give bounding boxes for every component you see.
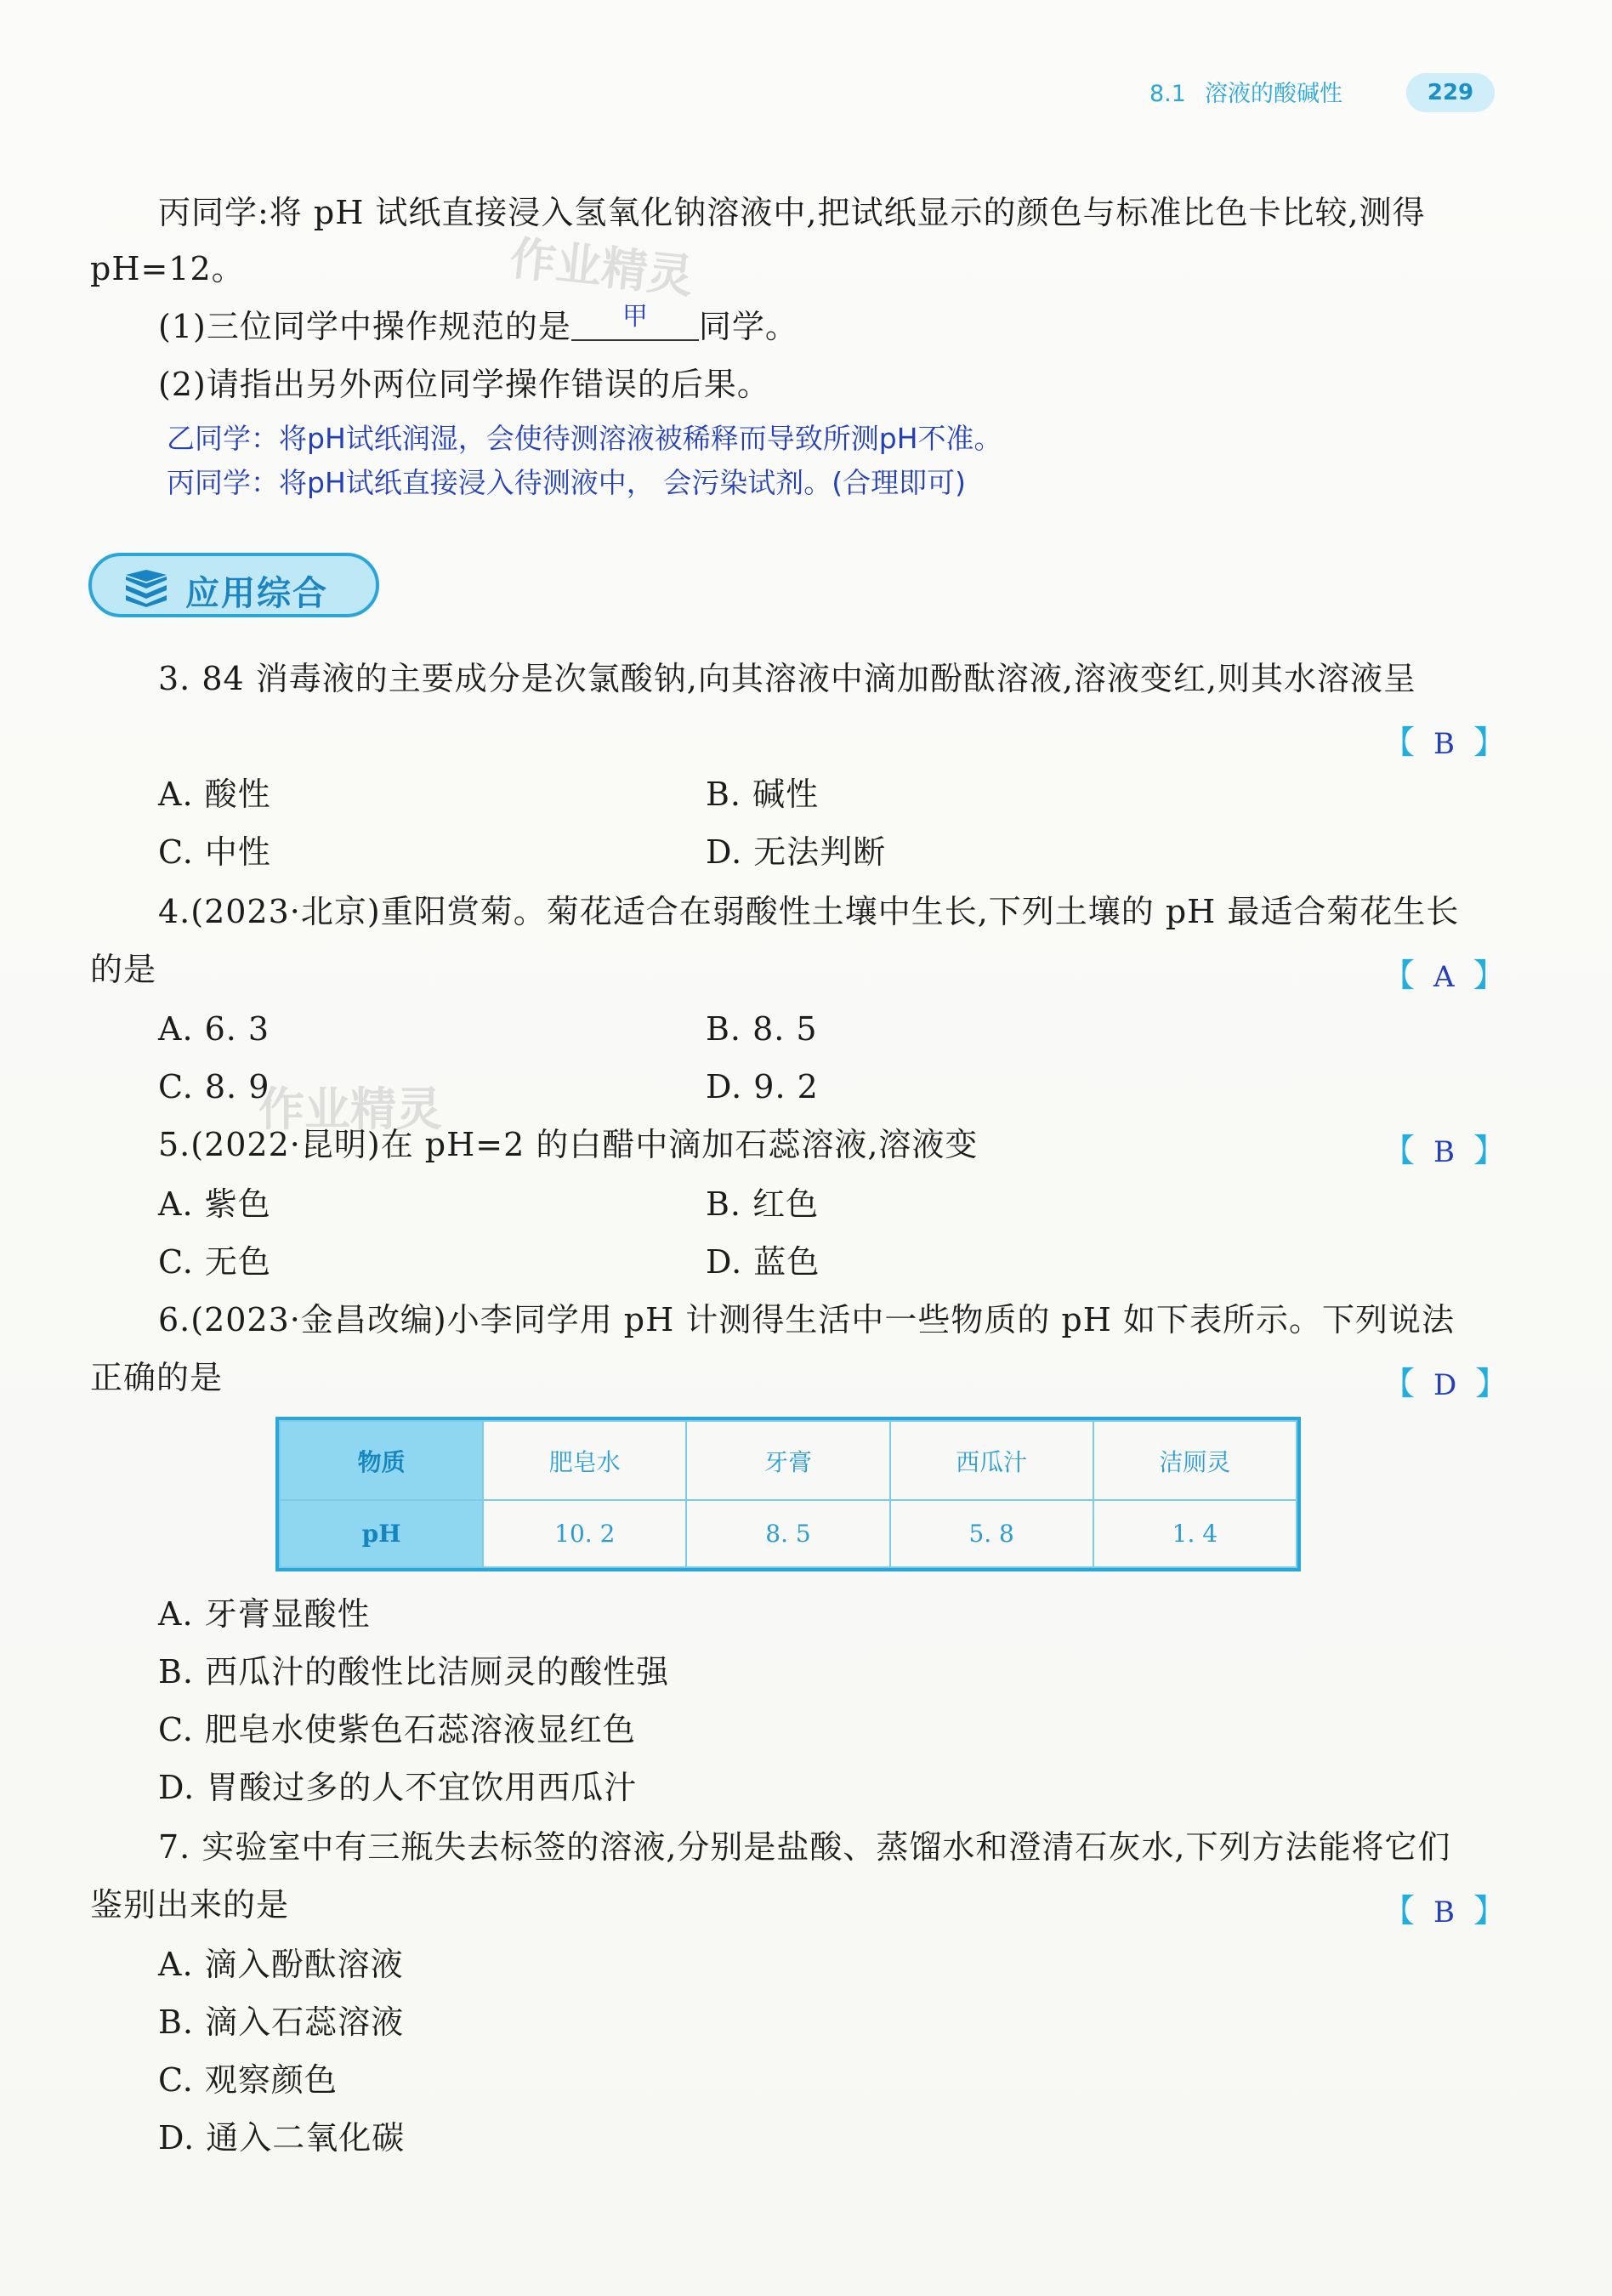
answer-choice: D — [1433, 1368, 1457, 1402]
subquestion-2: (2)请指出另外两位同学操作错误的后果。 — [158, 366, 770, 403]
option: A. 紫色 — [158, 1185, 271, 1223]
watermark: 作业精灵 — [507, 230, 696, 304]
option: B. 碱性 — [706, 776, 820, 813]
watermark: 作业精灵 — [258, 1083, 442, 1136]
answer-bracket: 【 D 】 — [1382, 1365, 1508, 1402]
table-header-cell: 物质 — [280, 1421, 483, 1500]
answer-bracket: 【 B 】 — [1382, 1132, 1507, 1169]
question-continued-line: 丙同学:将 pH 试纸直接浸入氢氧化钠溶液中,把试纸显示的颜色与标准比色卡比较,测得 — [158, 194, 1426, 231]
answer-choice: B — [1433, 727, 1456, 761]
option: C. 8. 9 — [158, 1068, 270, 1105]
answer-text: 丙同学：将pH试纸直接浸入待测液中， 会污染试剂。(合理即可) — [167, 466, 967, 499]
table-cell: 肥皂水 — [483, 1421, 686, 1500]
answer-choice: B — [1433, 1895, 1456, 1929]
table-row — [280, 1421, 1297, 1500]
option: D. 无法判断 — [706, 833, 887, 871]
section-number: 8.1 — [1149, 81, 1186, 107]
option: B. 西瓜汁的酸性比洁厕灵的酸性强 — [158, 1653, 670, 1691]
question-6-line2: 正确的是 — [90, 1359, 224, 1396]
option: D. 通入二氧化碳 — [158, 2119, 406, 2157]
table-row — [280, 1500, 1297, 1567]
table-cell: 西瓜汁 — [890, 1421, 1093, 1500]
option: D. 9. 2 — [706, 1068, 819, 1105]
table-cell: 牙膏 — [686, 1421, 889, 1500]
table-header-cell: pH — [280, 1500, 483, 1567]
answer-bracket: 【 B 】 — [1382, 1892, 1507, 1929]
running-header — [1149, 75, 1342, 108]
ph-table — [275, 1417, 1301, 1571]
option: B. 红色 — [706, 1185, 820, 1223]
question-continued-line: pH=12。 — [90, 250, 245, 287]
question-6: 6.(2023·金昌改编)小李同学用 pH 计测得生活中一些物质的 pH 如下表所示。下列说法 — [158, 1301, 1455, 1338]
page-number: 229 — [1406, 73, 1495, 112]
answer-bracket: 【 A 】 — [1382, 957, 1506, 994]
table-cell: 5. 8 — [890, 1500, 1093, 1567]
answer-bracket: 【 B 】 — [1382, 724, 1507, 761]
answer-text: 乙同学：将pH试纸润湿，会使待测溶液被稀释而导致所测pH不准。 — [167, 422, 1002, 455]
table-cell: 1. 4 — [1093, 1500, 1297, 1567]
option: A. 牙膏显酸性 — [158, 1595, 371, 1633]
answer-choice: A — [1433, 960, 1455, 994]
section-title: 溶液的酸碱性 — [1204, 81, 1342, 107]
books-icon — [121, 570, 172, 611]
question-4: 4.(2023·北京)重阳赏菊。菊花适合在弱酸性土壤中生长,下列土壤的 pH 最适合菊花生长 — [158, 893, 1460, 930]
section-banner — [88, 553, 379, 617]
option: C. 无色 — [158, 1243, 271, 1281]
table-cell: 8. 5 — [686, 1500, 889, 1567]
answer-choice: B — [1433, 1135, 1456, 1169]
question-4-line2: 的是 — [90, 951, 157, 988]
option: B. 8. 5 — [706, 1010, 818, 1048]
option: D. 胃酸过多的人不宜饮用西瓜汁 — [158, 1769, 638, 1806]
question-7-line2: 鉴别出来的是 — [90, 1886, 290, 1924]
option: A. 6. 3 — [158, 1010, 270, 1048]
handwritten-answer: 甲 — [622, 302, 649, 332]
option: B. 滴入石蕊溶液 — [158, 2003, 405, 2041]
question-3: 3. 84 消毒液的主要成分是次氯酸钠,向其溶液中滴加酚酞溶液,溶液变红,则其水溶液呈 — [158, 660, 1417, 697]
option: A. 酸性 — [158, 776, 271, 813]
question-7: 7. 实验室中有三瓶失去标签的溶液,分别是盐酸、蒸馏水和澄清石灰水,下列方法能将它们 — [158, 1828, 1451, 1866]
table-cell: 洁厕灵 — [1093, 1421, 1297, 1500]
option: D. 蓝色 — [706, 1243, 820, 1281]
option: C. 肥皂水使紫色石蕊溶液显红色 — [158, 1711, 636, 1748]
subquestion-1: (1)三位同学中操作规范的是 甲 同学。 — [158, 306, 798, 347]
option: A. 滴入酚酞溶液 — [158, 1946, 404, 1983]
option: C. 观察颜色 — [158, 2061, 338, 2099]
section-banner-title: 应用综合 — [185, 574, 328, 613]
table-cell: 10. 2 — [483, 1500, 686, 1567]
question-5: 5.(2022·昆明)在 pH=2 的白醋中滴加石蕊溶液,溶液变 — [158, 1126, 979, 1163]
answer-blank — [571, 302, 699, 341]
option: C. 中性 — [158, 833, 271, 871]
